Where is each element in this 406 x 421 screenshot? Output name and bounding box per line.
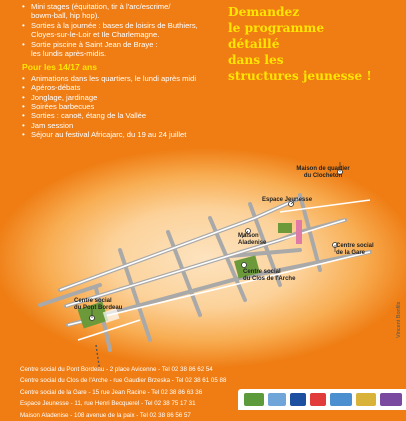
label-centre-clos-arche: Centre social du Clos de l'Arche xyxy=(243,269,296,282)
address-line: Maison Aladenise - 108 avenue de la paix - Tel 02 38 86 56 57 xyxy=(20,411,191,419)
label-maison-aladenise: Maison Aladenise xyxy=(238,233,267,246)
activity-item: • Sortie piscine à Saint Jean de Braye : les lundis après-midis. xyxy=(22,40,252,59)
partner-logo xyxy=(290,393,306,406)
address-line: Centre social du Clos de l'Arche - rue Gaudier Brzeska - Tel 02 38 61 05 88 xyxy=(20,377,227,385)
teen-activity-item: • Jam session xyxy=(22,121,252,130)
address-line: Centre social du Pont Bordeau - 2 place Avicenne - Tel 02 38 86 62 54 xyxy=(20,366,213,373)
label-centre-pont-bordeau: Centre social du Pont Bordeau xyxy=(74,298,123,311)
callout-line: le programme xyxy=(228,21,325,35)
neighborhood-map xyxy=(0,140,406,375)
partner-logo xyxy=(380,393,402,406)
callout-line: détaillé xyxy=(228,37,280,51)
partner-logo xyxy=(244,393,264,406)
address-line: Espace Jeunesse - 11, rue Henri Becquerel - Tel 02 38 75 17 31 xyxy=(20,400,196,408)
map-credit: Vincent Bonfils xyxy=(396,301,402,338)
callout-line: dans les xyxy=(228,53,284,67)
partner-logo xyxy=(310,393,326,406)
teen-activity-item: • Animations dans les quartiers, le lundi après midi xyxy=(22,74,252,83)
address-line: Centre social de la Gare - 15 rue Jean Racine - Tel 02 38 86 63 36 xyxy=(20,388,203,396)
teen-activity-item: • Soirées barbecues xyxy=(22,102,252,111)
callout-line: Demandez xyxy=(228,5,300,19)
park-area xyxy=(278,223,292,233)
label-espace-jeunesse: Espace Jeunesse xyxy=(262,197,313,203)
partner-logos xyxy=(238,389,406,410)
activity-item: • Mini stages (équitation, tir à l'arc/escrime/ bowm-ball, hip hop). xyxy=(22,2,252,21)
teen-activity-item: • Apéros-débats xyxy=(22,83,252,92)
teen-activity-item: • Sorties : canoë, étang de la Vallée xyxy=(22,111,252,120)
teen-activity-item: • Jonglage, jardinage xyxy=(22,93,252,102)
label-maison-quartier: Maison de quartier du Clocheton xyxy=(296,166,350,179)
marker-dot xyxy=(242,263,247,268)
partner-logo xyxy=(268,393,286,406)
partner-logo xyxy=(330,393,352,406)
activities-list xyxy=(22,2,252,140)
activity-item: • Sorties à la journée : bases de loisirs de Buthiers, Cloyes-sur-le-Loir et Ile Charlemagne. xyxy=(22,21,252,40)
teen-activity-item: • Séjour au festival Africajarc, du 19 au 24 juillet xyxy=(22,130,252,139)
teens-section-title: Pour les 14/17 ans xyxy=(22,62,97,73)
callout-line: structures jeunesse ! xyxy=(228,69,372,83)
label-centre-gare: Centre social de la Gare xyxy=(336,243,374,256)
partner-logo xyxy=(356,393,376,406)
espace-jeunesse-block xyxy=(296,220,302,244)
program-callout xyxy=(228,4,404,84)
